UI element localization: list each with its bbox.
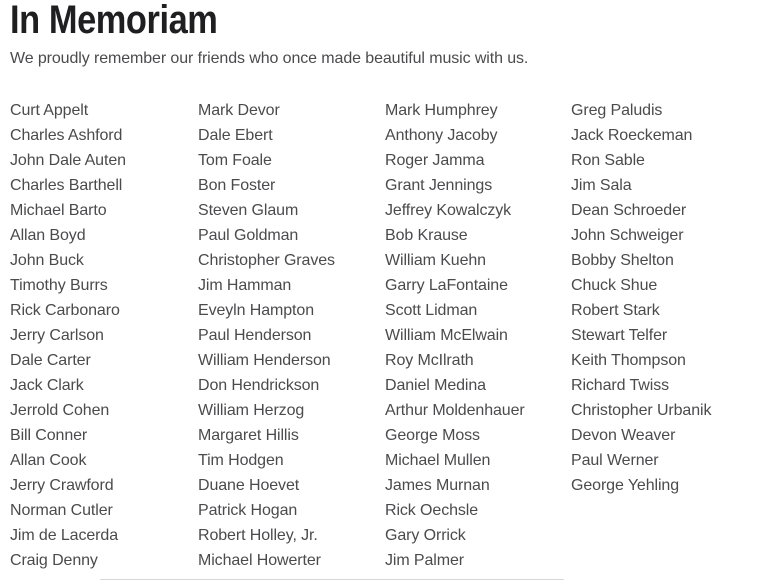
memoriam-name: Rick Carbonaro (10, 302, 120, 319)
memoriam-name: Duane Hoevet (198, 477, 300, 494)
memoriam-name: Eveyln Hampton (198, 302, 314, 319)
memoriam-column-4 (571, 98, 760, 573)
memoriam-name: Paul Goldman (198, 227, 299, 244)
memoriam-name: Jim Hamman (198, 277, 292, 294)
memoriam-name: Jim Palmer (385, 552, 465, 569)
memoriam-name: Jim de Lacerda (10, 527, 118, 544)
memoriam-name: Michael Mullen (385, 452, 491, 469)
memoriam-name: Patrick Hogan (198, 502, 298, 519)
memoriam-name: Charles Ashford (10, 127, 123, 144)
memoriam-name: Tim Hodgen (198, 452, 284, 469)
memoriam-name: Mark Humphrey (385, 102, 498, 119)
memoriam-name: Roy McIlrath (385, 352, 474, 369)
memoriam-name: Robert Stark (571, 302, 660, 319)
memoriam-column-3 (385, 98, 571, 573)
memoriam-name: Richard Twiss (571, 377, 669, 394)
page-subtitle: We proudly remember our friends who once made beautiful music with us. (10, 50, 529, 67)
memoriam-name: Charles Barthell (10, 177, 123, 194)
memoriam-column-2 (198, 98, 385, 573)
memoriam-name: Chuck Shue (571, 277, 658, 294)
memoriam-name: Paul Werner (571, 452, 659, 469)
memoriam-name: George Moss (385, 427, 480, 444)
memoriam-name: Bob Krause (385, 227, 468, 244)
memoriam-name: William Kuehn (385, 252, 486, 269)
memoriam-name: Christopher Urbanik (571, 402, 712, 419)
memoriam-name: Jerry Crawford (10, 477, 114, 494)
memoriam-name: Jerry Carlson (10, 327, 104, 344)
memoriam-name: Timothy Burrs (10, 277, 108, 294)
memoriam-name: Grant Jennings (385, 177, 493, 194)
memoriam-name: Gary Orrick (385, 527, 466, 544)
memoriam-name: Scott Lidman (385, 302, 478, 319)
page-title: In Memoriam (10, 0, 218, 42)
memoriam-name: Greg Paludis (571, 102, 663, 119)
memoriam-name: Tom Foale (198, 152, 272, 169)
memoriam-name: Allan Boyd (10, 227, 86, 244)
memoriam-name: Jeffrey Kowalczyk (385, 202, 512, 219)
memoriam-name: Mark Devor (198, 102, 280, 119)
memoriam-name: Michael Howerter (198, 552, 321, 569)
memoriam-name: Dale Carter (10, 352, 91, 369)
memoriam-name: Curt Appelt (10, 102, 89, 119)
bottom-divider (100, 579, 564, 580)
memoriam-name: Rick Oechsle (385, 502, 479, 519)
memoriam-name: Bill Conner (10, 427, 88, 444)
memoriam-name: Robert Holley, Jr. (198, 527, 318, 544)
memoriam-name: Ron Sable (571, 152, 645, 169)
memoriam-name: Roger Jamma (385, 152, 485, 169)
memoriam-name: Paul Henderson (198, 327, 312, 344)
memoriam-name: Keith Thompson (571, 352, 686, 369)
memoriam-name: Don Hendrickson (198, 377, 320, 394)
memoriam-list (10, 98, 760, 573)
memoriam-name: Daniel Medina (385, 377, 486, 394)
memoriam-name: Jack Clark (10, 377, 84, 394)
memoriam-name: Bon Foster (198, 177, 276, 194)
memoriam-name: Bobby Shelton (571, 252, 674, 269)
memoriam-name: William McElwain (385, 327, 508, 344)
memoriam-name: Jerrold Cohen (10, 402, 110, 419)
memoriam-name: Jack Roeckeman (571, 127, 693, 144)
memoriam-column-1 (10, 98, 198, 573)
memoriam-name: Allan Cook (10, 452, 87, 469)
memoriam-name: John Schweiger (571, 227, 684, 244)
memoriam-name: Devon Weaver (571, 427, 676, 444)
memoriam-name: John Dale Auten (10, 152, 126, 169)
memoriam-name: Garry LaFontaine (385, 277, 508, 294)
memoriam-name: James Murnan (385, 477, 490, 494)
memoriam-name: Stewart Telfer (571, 327, 668, 344)
memoriam-name: William Herzog (198, 402, 305, 419)
memoriam-name: Anthony Jacoby (385, 127, 498, 144)
memoriam-name: Steven Glaum (198, 202, 299, 219)
memoriam-name: George Yehling (571, 477, 680, 494)
memoriam-name: Craig Denny (10, 552, 98, 569)
memoriam-name: Dale Ebert (198, 127, 273, 144)
memoriam-name: William Henderson (198, 352, 331, 369)
memoriam-name: Jim Sala (571, 177, 632, 194)
memoriam-name: Christopher Graves (198, 252, 335, 269)
memoriam-name: Margaret Hillis (198, 427, 299, 444)
memoriam-name: Michael Barto (10, 202, 107, 219)
memoriam-name: Norman Cutler (10, 502, 113, 519)
memoriam-name: John Buck (10, 252, 84, 269)
memoriam-name: Arthur Moldenhauer (385, 402, 525, 419)
memoriam-name: Dean Schroeder (571, 202, 687, 219)
